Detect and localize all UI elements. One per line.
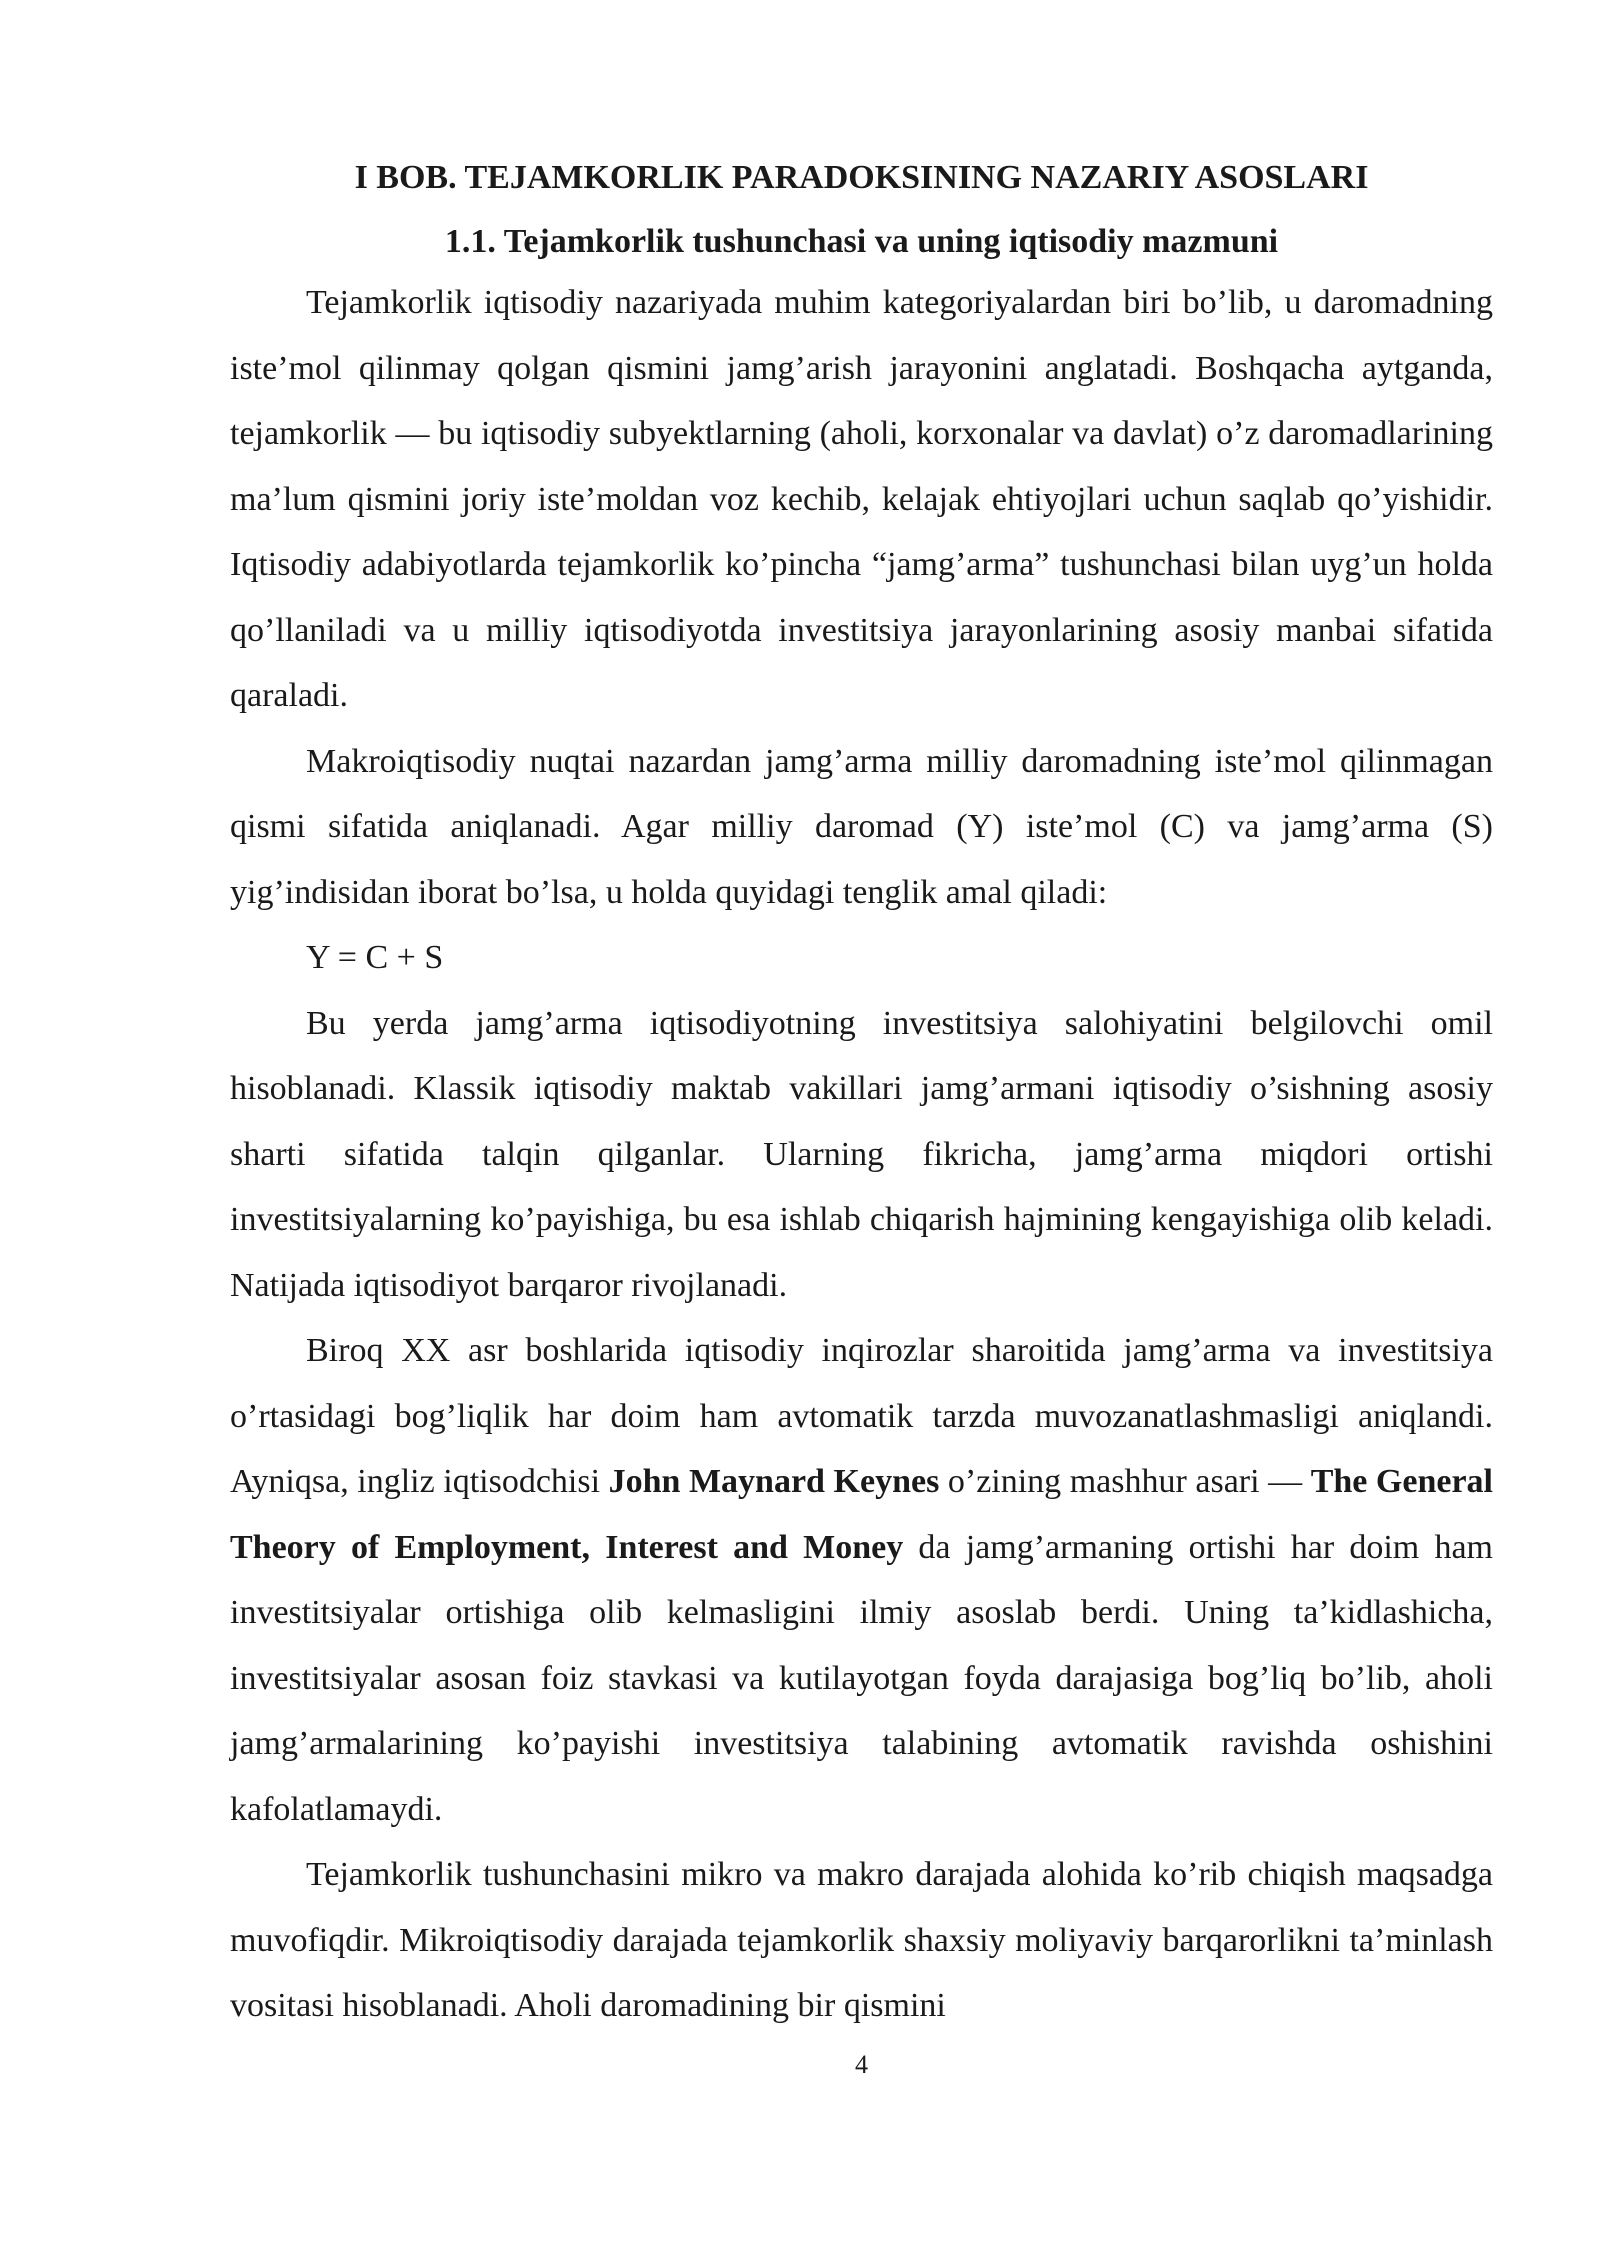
- paragraph-4-text-1: Biroq XX asr boshlarida iqtisodiy inqirozlar sharoitida jamg’arma va investitsiya o’rtasidagi bog’liqlik har doim ham avtomatik tarzda muvozanatlashmasligi aniqlandi. Ayniqsa, ingliz iqtisodchisi: [230, 1332, 1493, 1500]
- paragraph-4-text-3: da jamg’armaning ortishi har doim ham investitsiyalar ortishiga olib kelmasligini ilmiy asoslab berdi. Uning ta’kidlashicha, investitsiyalar asosan foiz stavkasi va kutilayotgan foyda darajasiga bog’liq bo’lib, aholi jamg’armalarining ko’payishi investitsiya talabining avtomatik ravishda oshishini kafolatlamaydi.: [230, 1528, 1493, 1828]
- author-name: John Maynard Keynes: [608, 1463, 940, 1500]
- paragraph-2: Makroiqtisodiy nuqtai nazardan jamg’arma milliy daromadning iste’mol qilinmagan qismi sifatida aniqlanadi. Agar milliy daromad (Y) iste’mol (C) va jamg’arma (S) yig’indisidan iborat bo’lsa, u holda quyidagi tenglik amal qiladi:: [230, 742, 1493, 911]
- chapter-title: I BOB. TEJAMKORLIK PARADOKSINING NAZARIY ASOSLARI: [354, 159, 1369, 196]
- book-title: The General Theory of Employment, Interest and Money: [230, 1463, 1493, 1566]
- formula: Y = C + S: [306, 939, 444, 976]
- page-content: [230, 150, 1493, 2039]
- paragraph-5: Tejamkorlik tushunchasini mikro va makro darajada alohida ko’rib chiqish maqsadga muvofiqdir. Mikroiqtisodiy darajada tejamkorlik shaxsiy moliyaviy barqarorlikni ta’minlash vositasi hisoblanadi. Aholi daromadining bir qismini: [230, 1856, 1493, 2024]
- paragraph-1: Tejamkorlik iqtisodiy nazariyada muhim kategoriyalardan biri bo’lib, u daromadning iste’mol qilinmay qolgan qismini jamg’arish jarayonini anglatadi. Boshqacha aytganda, tejamkorlik — bu iqtisodiy subyektlarning (aholi, korxonalar va davlat) o’z daromadlarining ma’lum qismini joriy iste’moldan voz kechib, kelajak ehtiyojlari uchun saqlab qo’yishidir. Iqtisodiy adabiyotlarda tejamkorlik ko’pincha “jamg’arma” tushunchasi bilan uyg’un holda qo’llaniladi va u milliy iqtisodiyotda investitsiya jarayonlarining asosiy manbai sifatida qaraladi.: [230, 284, 1493, 714]
- paragraph-3: Bu yerda jamg’arma iqtisodiyotning investitsiya salohiyatini belgilovchi omil hisoblanadi. Klassik iqtisodiy maktab vakillari jamg’armani iqtisodiy o’sishning asosiy sharti sifatida talqin qilganlar. Ularning fikricha, jamg’arma miqdori ortishi investitsiyalarning ko’payishiga, bu esa ishlab chiqarish hajmining kengayishiga olib keladi. Natijada iqtisodiyot barqaror rivojlanadi.: [230, 1004, 1493, 1304]
- page-number: 4: [855, 2050, 868, 2079]
- paragraph-4: [230, 1318, 1493, 1842]
- paragraph-4-text-2: o’zining mashhur asari —: [939, 1463, 1311, 1500]
- section-title: 1.1. Tejamkorlik tushunchasi va uning iqtisodiy mazmuni: [444, 223, 1279, 260]
